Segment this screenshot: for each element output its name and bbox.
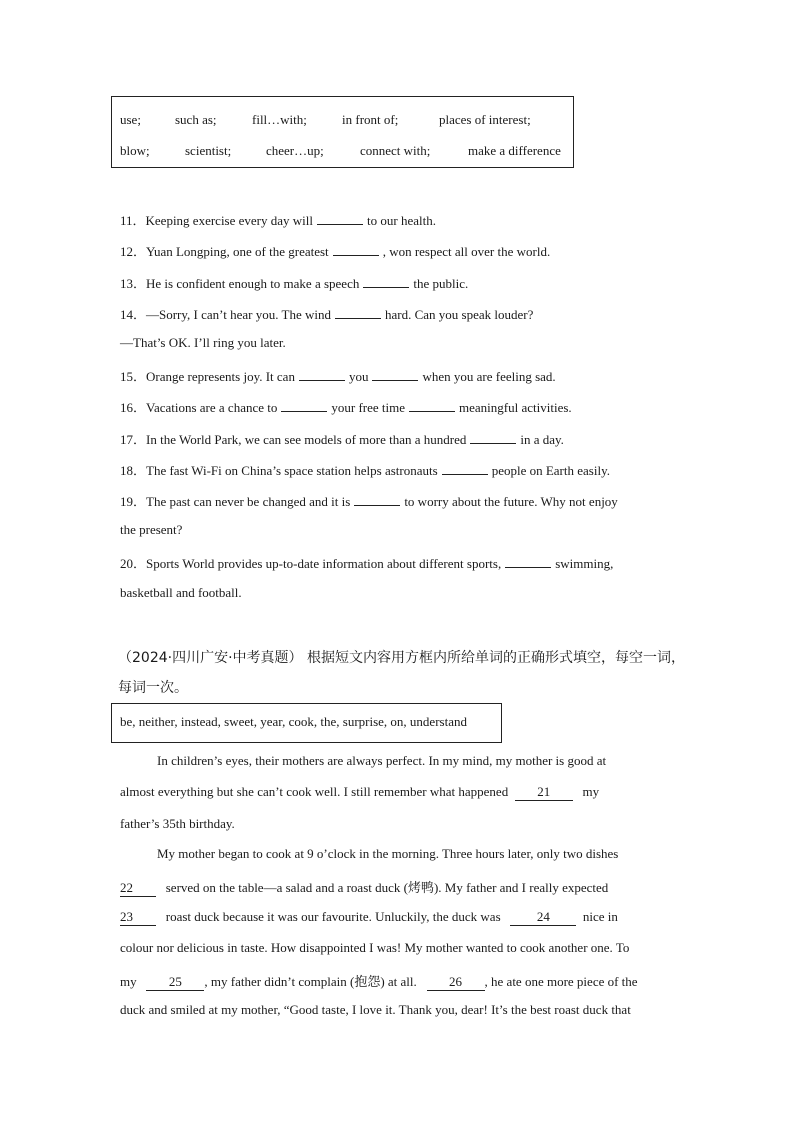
blank-24[interactable]: 24 bbox=[510, 909, 576, 926]
answer-blank[interactable] bbox=[335, 307, 381, 319]
question-14: 14．—Sorry, I can’t hear you. The wind hard. Can you speak louder? bbox=[120, 307, 534, 322]
word-cheer-up: cheer…up; bbox=[266, 143, 324, 158]
passage-line: father’s 35th birthday. bbox=[120, 816, 235, 831]
question-12: 12．Yuan Longping, one of the greatest , won respect all over the world. bbox=[120, 244, 551, 259]
passage-line: duck and smiled at my mother, “Good taste, I love it. Thank you, dear! It’s the best roast duck that bbox=[120, 1002, 631, 1017]
word-use: use; bbox=[120, 112, 141, 127]
word-make-a-difference: make a difference bbox=[468, 143, 561, 158]
passage-line: My mother began to cook at 9 o’clock in the morning. Three hours later, only two dishes bbox=[157, 846, 619, 861]
word-box-2: be, neither, instead, sweet, year, cook, the, surprise, on, understand bbox=[111, 703, 502, 743]
question-16: 16．Vacations are a chance to your free time meaningful activities. bbox=[120, 400, 572, 415]
passage-line: my 25 , my father didn’t complain (抱怨) at all. 26 , he ate one more piece of the bbox=[120, 974, 638, 989]
question-14-reply: —That’s OK. I’ll ring you later. bbox=[120, 335, 286, 350]
word-in-front-of: in front of; bbox=[342, 112, 399, 127]
question-20: 20．Sports World provides up-to-date information about different sports, swimming, bbox=[120, 556, 614, 571]
answer-blank[interactable] bbox=[409, 400, 455, 412]
passage-line: 22 served on the table—a salad and a roast duck (烤鸭). My father and I really expected bbox=[120, 880, 609, 895]
answer-blank[interactable] bbox=[281, 400, 327, 412]
passage-line: almost everything but she can’t cook well. I still remember what happened 21 my bbox=[120, 784, 600, 799]
answer-blank[interactable] bbox=[372, 369, 418, 381]
answer-blank[interactable] bbox=[354, 494, 400, 506]
section-instruction-cont: 每词一次。 bbox=[118, 680, 188, 696]
passage-line: colour nor delicious in taste. How disappointed I was! My mother wanted to cook another one. To bbox=[120, 940, 630, 955]
answer-blank[interactable] bbox=[363, 276, 409, 288]
question-11: 11．Keeping exercise every day will to our health. bbox=[120, 213, 436, 228]
answer-blank[interactable] bbox=[333, 244, 379, 256]
question-19: 19．The past can never be changed and it is to worry about the future. Why not enjoy bbox=[120, 494, 618, 509]
word-places-of-interest: places of interest; bbox=[439, 112, 531, 127]
section-instruction: （2024·四川广安·中考真题） 根据短文内容用方框内所给单词的正确形式填空，每空一词， bbox=[118, 650, 685, 666]
answer-blank[interactable] bbox=[470, 432, 516, 444]
question-15: 15．Orange represents joy. It can you when you are feeling sad. bbox=[120, 369, 556, 384]
word-such-as: such as; bbox=[175, 112, 217, 127]
question-19-cont: the present? bbox=[120, 522, 183, 537]
blank-21[interactable]: 21 bbox=[515, 784, 573, 801]
word-box bbox=[111, 96, 574, 168]
answer-blank[interactable] bbox=[505, 556, 551, 568]
passage-line: In children’s eyes, their mothers are always perfect. In my mind, my mother is good at bbox=[157, 753, 607, 768]
blank-25[interactable]: 25 bbox=[146, 974, 204, 991]
answer-blank[interactable] bbox=[317, 213, 363, 225]
blank-22[interactable]: 22 bbox=[120, 880, 156, 897]
word-fill-with: fill…with; bbox=[252, 112, 307, 127]
word-connect-with: connect with; bbox=[360, 143, 431, 158]
question-20-cont: basketball and football. bbox=[120, 585, 242, 600]
blank-23[interactable]: 23 bbox=[120, 909, 156, 926]
word-blow: blow; bbox=[120, 143, 150, 158]
answer-blank[interactable] bbox=[299, 369, 345, 381]
passage-line: 23 roast duck because it was our favourite. Unluckily, the duck was 24 nice in bbox=[120, 909, 618, 924]
question-13: 13．He is confident enough to make a speech the public. bbox=[120, 276, 469, 291]
blank-26[interactable]: 26 bbox=[427, 974, 485, 991]
question-18: 18．The fast Wi-Fi on China’s space station helps astronauts people on Earth easily. bbox=[120, 463, 610, 478]
word-scientist: scientist; bbox=[185, 143, 232, 158]
question-17: 17．In the World Park, we can see models of more than a hundred in a day. bbox=[120, 432, 564, 447]
answer-blank[interactable] bbox=[442, 463, 488, 475]
